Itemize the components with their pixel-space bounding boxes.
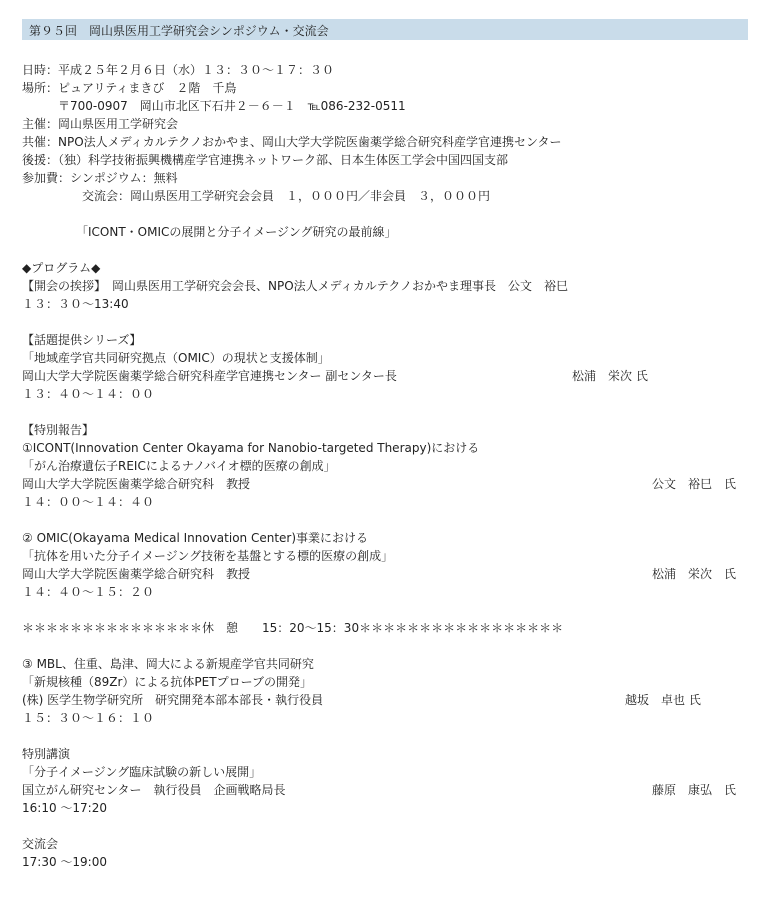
- report1-speaker: 公文 裕巳 氏: [651, 477, 736, 491]
- special-report-heading: 【特別報告】: [22, 423, 95, 437]
- report1-affiliation: 岡山大学大学院医歯薬学総合研究科 教授: [22, 477, 251, 491]
- report3-affiliation: (株) 医学生物学研究所 研究開発本部本部長・執行役員: [22, 693, 324, 707]
- event-support: 後援：（独）科学技術振興機構産学官連携ネットワーク部、日本生体医工学会中国四国支部: [22, 153, 509, 167]
- topic-time: １３：４０～１４：００: [22, 387, 155, 401]
- topic-affiliation: 岡山大学大学院医歯薬学総合研究科産学官連携センター 副センター長: [22, 369, 397, 383]
- topic-series-heading: 【話題提供シリーズ】: [22, 333, 142, 347]
- lecture-affiliation: 国立がん研究センター 執行役員 企画戦略局長: [22, 783, 286, 797]
- event-datetime: 日時：平成２５年２月６日（水）１３：３０～１７：３０: [22, 63, 335, 77]
- report2-speaker: 松浦 栄次 氏: [651, 567, 736, 581]
- lecture-time: 16:10 ～17:20: [22, 801, 107, 815]
- break-line: ＊＊＊＊＊＊＊＊＊＊＊＊＊＊＊休 憩 15：20～15：30＊＊＊＊＊＊＊＊＊＊＊＊＊＊＊＊＊: [22, 621, 564, 635]
- page-title-bar: [22, 19, 748, 40]
- program-heading: ◆プログラム◆: [22, 261, 101, 275]
- event-address: 〒700-0907 岡山市北区下石井２－６－１ ℡086-232-0511: [22, 99, 406, 113]
- report3-speaker: 越坂 卓也 氏: [625, 693, 701, 707]
- report3-title: 「新規核種（89Zr）による抗体PETプローブの開発」: [22, 675, 312, 689]
- lecture-speaker: 藤原 康弘 氏: [651, 783, 736, 797]
- lecture-title: 「分子イメージング臨床試験の新しい展開」: [22, 765, 262, 779]
- report2-time: １４：４０～１５：２０: [22, 585, 155, 599]
- symposium-theme: 「ICONT・OMICの展開と分子イメージング研究の最前線」: [22, 225, 397, 239]
- reception-time: 17:30 ～19:00: [22, 855, 107, 869]
- lecture-heading: 特別講演: [22, 747, 71, 761]
- report3-time: １５：３０～１６：１０: [22, 711, 155, 725]
- report1-title: 「がん治療遺伝子REICによるナノバイオ標的医療の創成」: [22, 459, 336, 473]
- topic-speaker: 松浦 栄次 氏: [572, 369, 648, 383]
- event-organizer: 主催：岡山県医用工学研究会: [22, 117, 179, 131]
- report1-time: １４：００～１４：４０: [22, 495, 155, 509]
- reception-heading: 交流会: [22, 837, 59, 851]
- opening-remarks: 【開会の挨拶】 岡山県医用工学研究会会長、NPO法人メディカルテクノおかやま理事長 公文 裕巳: [22, 279, 568, 293]
- report3-program: ③ MBL、住重、島津、岡大による新規産学官共同研究: [22, 657, 314, 671]
- report1-program: ①ICONT(Innovation Center Okayama for Nanobio-targeted Therapy)における: [22, 441, 480, 455]
- topic-title: 「地域産学官共同研究拠点（OMIC）の現状と支援体制」: [22, 351, 330, 365]
- event-venue: 場所：ピュアリティまきび ２階 千鳥: [22, 81, 237, 95]
- event-cohost: 共催：NPO法人メディカルテクノおかやま、岡山大学大学院医歯薬学総合研究科産学官連携センター: [22, 135, 562, 149]
- page-title: 第９５回 岡山県医用工学研究会シンポジウム・交流会: [29, 24, 329, 38]
- report2-affiliation: 岡山大学大学院医歯薬学総合研究科 教授: [22, 567, 251, 581]
- fee-reception: 交流会：岡山県医用工学研究会会員 １，０００円／非会員 ３，０００円: [22, 189, 491, 203]
- fee-symposium: 参加費：シンポジウム：無料: [22, 171, 178, 185]
- report2-title: 「抗体を用いた分子イメージング技術を基盤とする標的医療の創成」: [22, 549, 394, 563]
- report2-program: ② OMIC(Okayama Medical Innovation Center)事業における: [22, 531, 369, 545]
- opening-time: １３：３０～13:40: [22, 297, 129, 311]
